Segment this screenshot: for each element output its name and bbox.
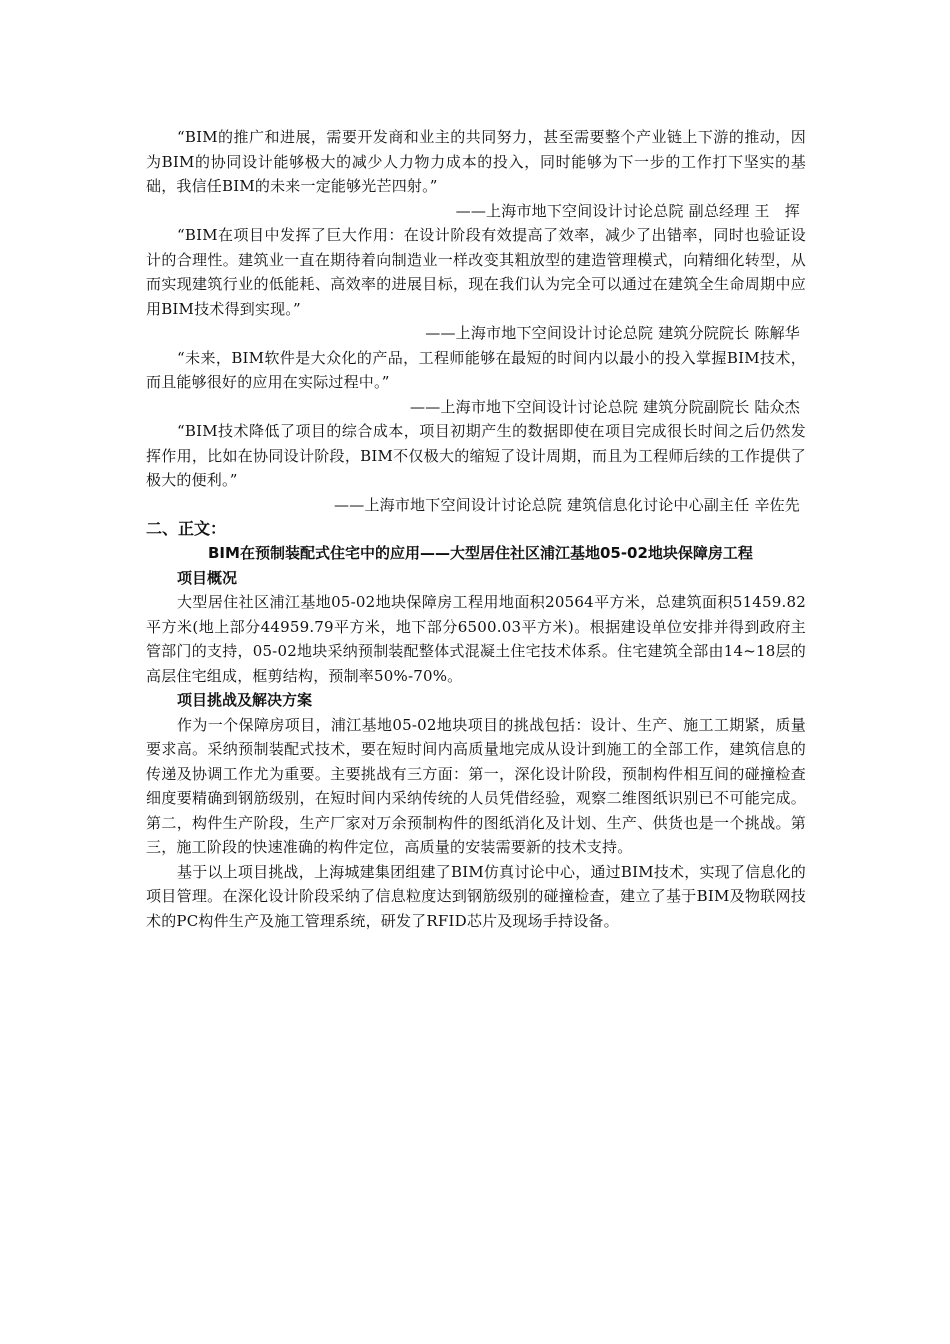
- quote-attribution: ——上海市地下空间设计讨论总院 建筑分院院长 陈解华: [425, 324, 800, 342]
- quote-attribution: ——上海市地下空间设计讨论总院 副总经理 王 挥: [455, 201, 800, 220]
- quote-paragraph: “BIM在项目中发挥了巨大作用：在设计阶段有效提高了效率，减少了出错率，同时也验证设计的合理性。建筑业一直在期待着向制造业一样改变其粗放型的建造管理模式，向精细化转型，从而实现建筑行业的低能耗、高效率的进展目标，现在我们认为完全可以通过在建筑全生命周期中应用BIM技术得到实现。”: [146, 226, 806, 318]
- document-page: [146, 125, 806, 933]
- quote-paragraph: “BIM技术降低了项目的综合成本，项目初期产生的数据即使在项目完成很长时间之后仍然发挥作用，比如在协同设计阶段，BIM不仅极大的缩短了设计周期，而且为工程师后续的工作提供了极大的便利。”: [146, 422, 806, 489]
- quote-paragraph: “BIM的推广和进展，需要开发商和业主的共同努力，甚至需要整个产业链上下游的推动，因为BIM的协同设计能够极大的减少人力物力成本的投入，同时能够为下一步的工作打下坚实的基础，我信任BIM的未来一定能够光芒四射。”: [146, 128, 806, 195]
- quote-attribution: ——上海市地下空间设计讨论总院 建筑分院副院长 陆众杰: [410, 397, 800, 416]
- solution-paragraph: 基于以上项目挑战，上海城建集团组建了BIM仿真讨论中心，通过BIM技术，实现了信息化的项目管理。在深化设计阶段采纳了信息粒度达到钢筋级别的碰撞检查，建立了基于BIM及物联网技术的PC构件生产及施工管理系统，研发了RFID芯片及现场手持设备。: [146, 862, 806, 930]
- challenge-paragraph: 作为一个保障房项目，浦江基地05-02地块项目的挑战包括：设计、生产、施工工期紧，质量要求高。采纳预制装配式技术，要在短时间内高质量地完成从设计到施工的全部工作，建筑信息的传递及协调工作尤为重要。主要挑战有三方面：第一，深化设计阶段，预制构件相互间的碰撞检查细度要精确到钢筋级别，在短时间内采纳传统的人员凭借经验，观察二维图纸识别已不可能完成。第二，构件生产阶段，生产厂家对万余预制构件的图纸消化及计划、生产、供货也是一个挑战。第三，施工阶段的快速准确的构件定位，高质量的安装需要新的技术支持。: [146, 715, 806, 856]
- overview-paragraph: 大型居住社区浦江基地05-02地块保障房工程用地面积20564平方米，总建筑面积51459.82平方米(地上部分44959.79平方米，地下部分6500.03平方米)。根据建设单位安排并得到政府主管部门的支持，05-02地块采纳预制装配整体式混凝土住宅技术体系。住宅建筑全部由14~18层的高层住宅组成，框剪结构，预制率50%-70%。: [146, 593, 806, 685]
- article-title: BIM在预制装配式住宅中的应用——大型居住社区浦江基地05-02地块保障房工程: [208, 544, 753, 562]
- challenge-heading: 项目挑战及解决方案: [177, 691, 313, 709]
- quote-paragraph: “未来，BIM软件是大众化的产品，工程师能够在最短的时间内以最小的投入掌握BIM技术，而且能够很好的应用在实际过程中。”: [146, 348, 806, 391]
- overview-heading: 项目概况: [177, 568, 238, 587]
- quote-attribution: ——上海市地下空间设计讨论总院 建筑信息化讨论中心副主任 辛佐先: [334, 495, 800, 514]
- section-heading: 二、正文：: [146, 519, 227, 538]
